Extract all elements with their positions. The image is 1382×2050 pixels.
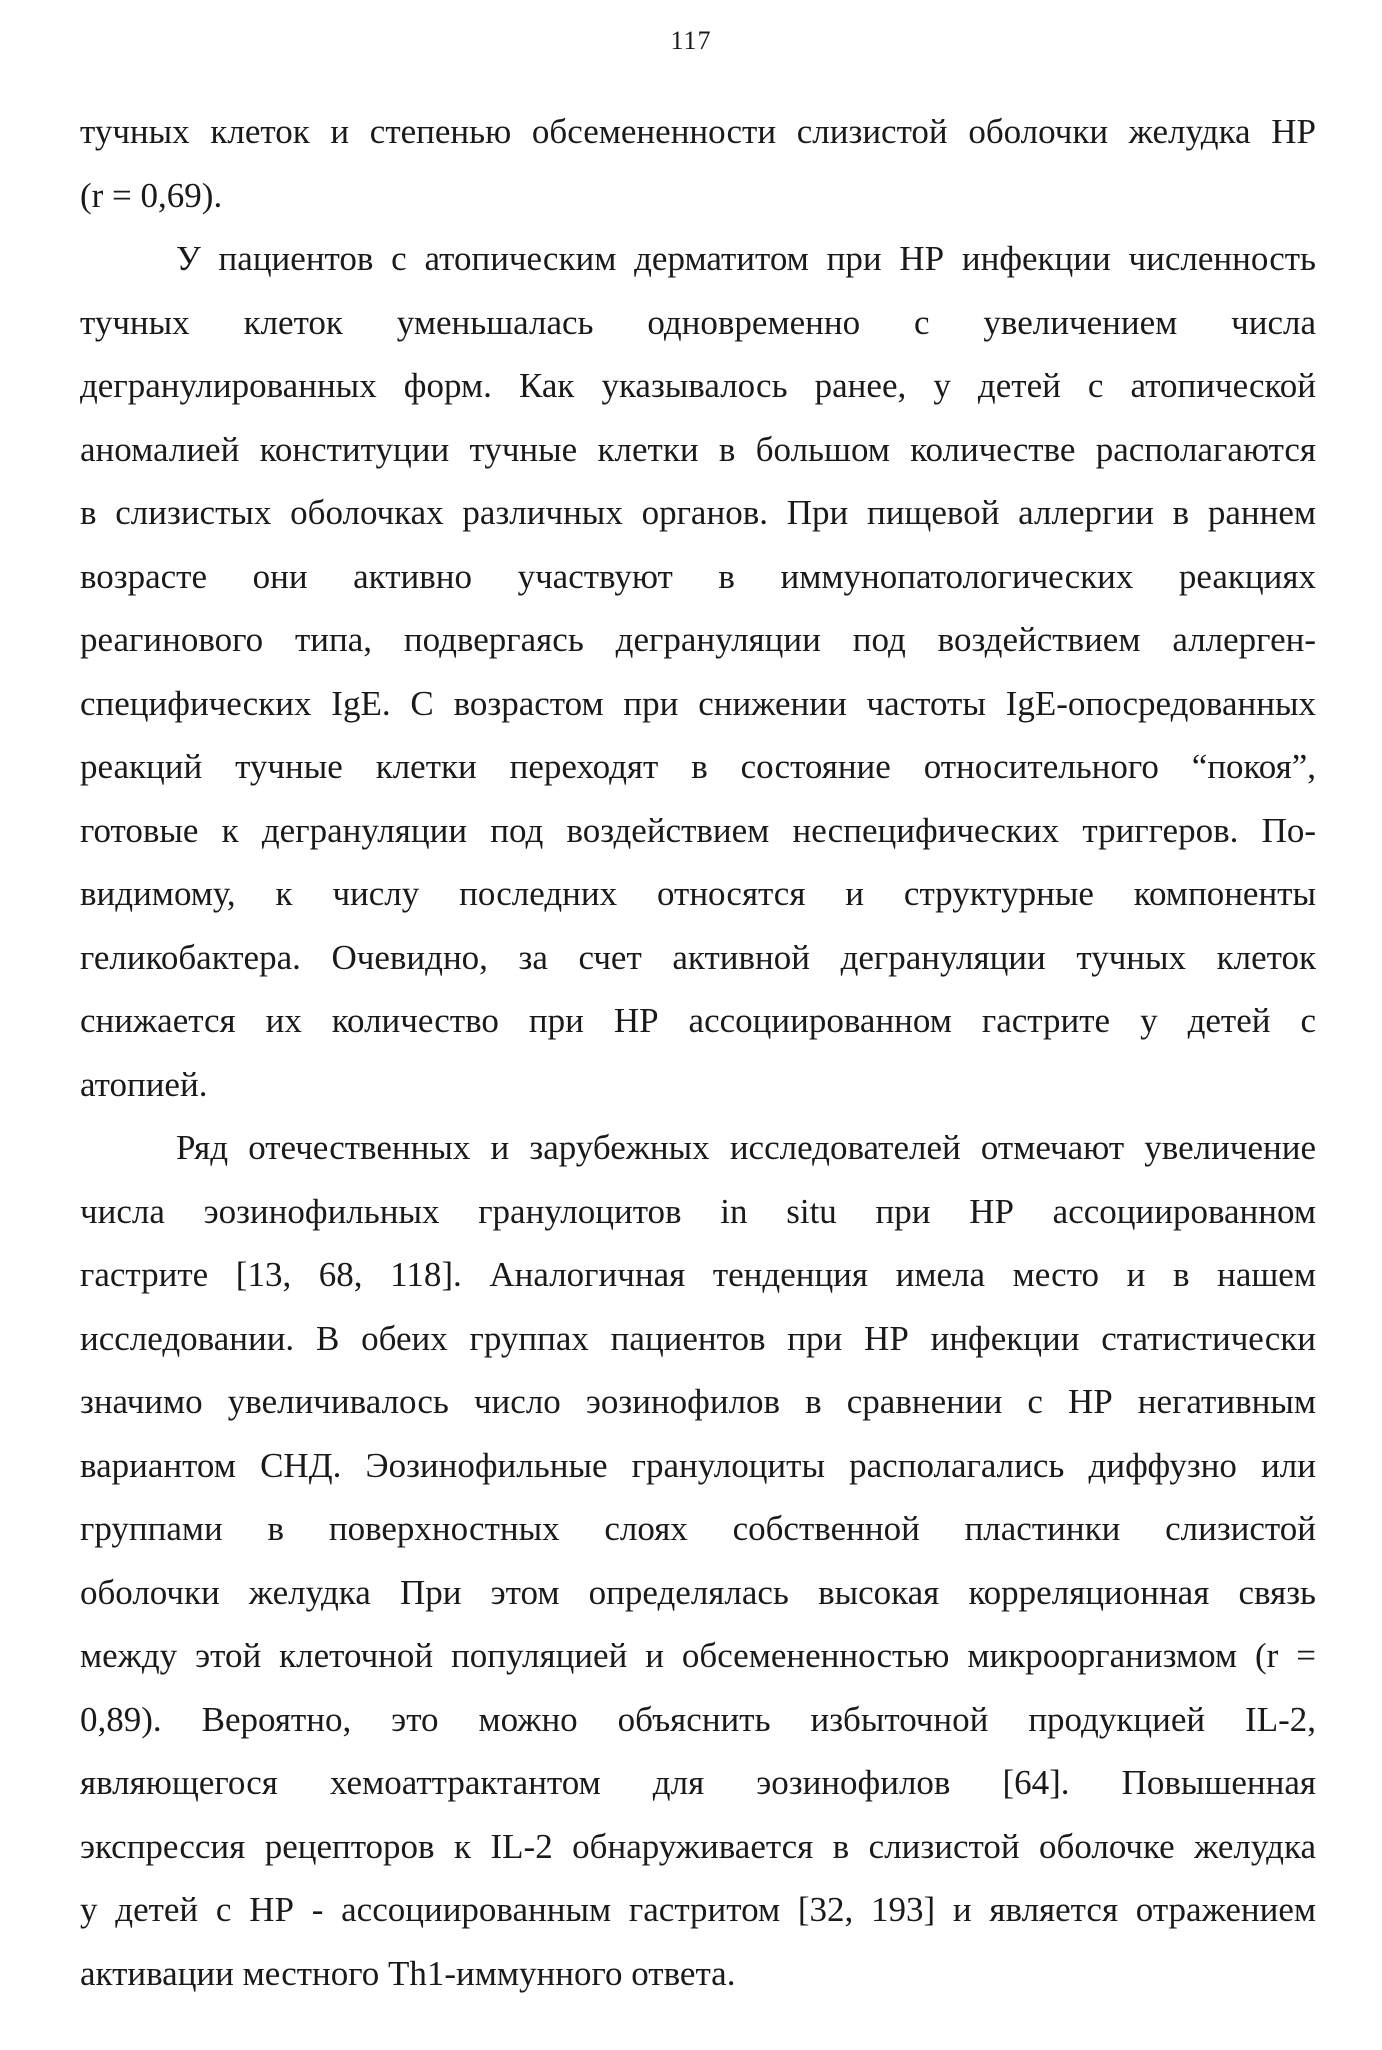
text-line: (r = 0,69). bbox=[80, 175, 223, 215]
text-line: специфических IgE. С возрастом при снижении частоты IgE-опосредованных bbox=[80, 683, 1316, 723]
text-line: готовые к дегрануляции под воздействием неспецифических триггеров. По- bbox=[80, 810, 1316, 850]
text-line: У пациентов с атопическим дерматитом при НР инфекции численность bbox=[176, 239, 1316, 278]
body-text bbox=[80, 100, 1316, 2005]
text-line: аномалией конституции тучные клетки в большом количестве располагаются bbox=[80, 429, 1316, 469]
text-line: экспрессия рецепторов к IL-2 обнаруживается в слизистой оболочке желудка bbox=[80, 1826, 1316, 1866]
text-line: в слизистых оболочках различных органов. При пищевой аллергии в раннем bbox=[80, 493, 1316, 532]
text-line: Ряд отечественных и зарубежных исследователей отмечают увеличение bbox=[176, 1128, 1316, 1167]
text-line: у детей с НР - ассоциированным гастритом [32, 193] и является отражением bbox=[80, 1890, 1316, 1929]
text-line: исследовании. В обеих группах пациентов при НР инфекции статистически bbox=[80, 1318, 1316, 1358]
text-line: реакций тучные клетки переходят в состояние относительного “покоя”, bbox=[80, 747, 1316, 786]
page-number: 117 bbox=[670, 26, 712, 55]
text-line: возрасте они активно участвуют в иммунопатологических реакциях bbox=[80, 556, 1316, 596]
text-line: атопией. bbox=[80, 1064, 208, 1104]
text-line: 0,89). Вероятно, это можно объяснить избыточной продукцией IL-2, bbox=[80, 1699, 1316, 1739]
text-line: числа эозинофильных гранулоцитов in situ при НР ассоциированном bbox=[80, 1191, 1316, 1231]
text-line: дегранулированных форм. Как указывалось ранее, у детей с атопической bbox=[80, 366, 1316, 405]
text-line: оболочки желудка При этом определялась высокая корреляционная связь bbox=[80, 1572, 1316, 1612]
text-line: снижается их количество при НР ассоциированном гастрите у детей с bbox=[80, 1001, 1316, 1040]
text-line: вариантом СНД. Эозинофильные гранулоциты располагались диффузно или bbox=[80, 1445, 1316, 1485]
text-line: являющегося хемоаттрактантом для эозинофилов [64]. Повышенная bbox=[80, 1763, 1316, 1802]
text-line: тучных клеток уменьшалась одновременно с увеличением числа bbox=[80, 302, 1316, 342]
text-line: реагинового типа, подвергаясь дегрануляции под воздействием аллерген- bbox=[80, 620, 1316, 659]
text-line: значимо увеличивалось число эозинофилов в сравнении с НР негативным bbox=[80, 1382, 1316, 1421]
text-line: активации местного Th1-иммунного ответа. bbox=[80, 1953, 736, 1993]
text-line: тучных клеток и степенью обсемененности слизистой оболочки желудка НР bbox=[80, 112, 1316, 151]
text-line: между этой клеточной популяцией и обсемененностью микроорганизмом (r = bbox=[80, 1636, 1316, 1675]
text-line: гастрите [13, 68, 118]. Аналогичная тенденция имела место и в нашем bbox=[80, 1255, 1316, 1294]
text-line: геликобактера. Очевидно, за счет активной дегрануляции тучных клеток bbox=[80, 937, 1316, 977]
text-line: видимому, к числу последних относятся и структурные компоненты bbox=[80, 874, 1316, 913]
text-line: группами в поверхностных слоях собственной пластинки слизистой bbox=[80, 1509, 1316, 1548]
